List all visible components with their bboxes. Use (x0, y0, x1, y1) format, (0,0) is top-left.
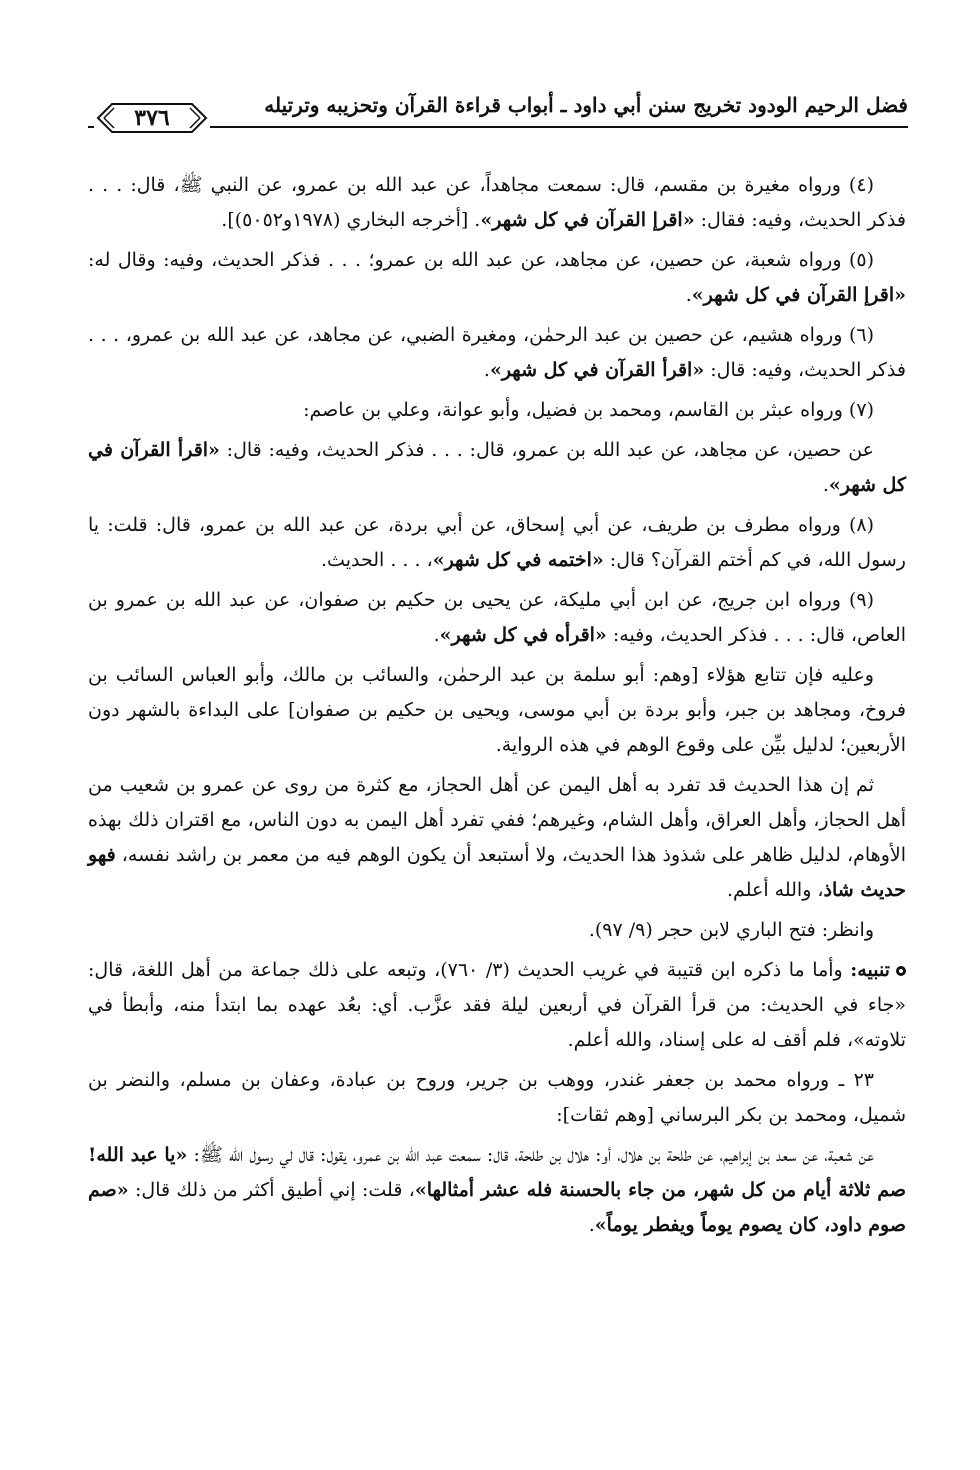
paragraph (88, 1063, 906, 1133)
note-bullet-icon (896, 966, 906, 976)
text-run: (٤) ورواه مغيرة بن مقسم، قال: سمعت مجاهداً، عن عبد الله بن عمرو، عن النبي ﷺ، قال: . . . فذكر الحديث، وفيه: فقال: (88, 174, 906, 231)
text-run: ، . . . الحديث. (321, 549, 433, 571)
bold-text: «اختمه في كل شهر» (432, 549, 604, 571)
text-run: . (588, 1214, 595, 1236)
text-run: . [أخرجه البخاري (١٩٧٨و٥٠٥٢)]. (221, 209, 481, 231)
bold-text: تنبيه: (850, 959, 890, 981)
paragraph (88, 583, 906, 653)
text-run: ثم إن هذا الحديث قد تفرد به أهل اليمن عن أهل الحجاز، مع كثرة من روى عن عمرو بن شعيب من أهل الحجاز، وأهل العراق، وأهل الشام، وغيرهم؛ ففي تفرد أهل اليمن به دون الناس، مع اقتران ذلك بهذه الأوهام، لدليل ظاهر على شذوذ هذا الحديث، ولا أستبعد أن يكون الوهم فيه من معمر بن راشد نفسه، (88, 774, 906, 866)
paragraph (88, 658, 906, 763)
bold-text: «اقرأ القرآن في كل شهر» (489, 359, 705, 381)
paragraph (88, 168, 906, 238)
text-run: (٥) ورواه شعبة، عن حصين، عن مجاهد، عن عبد الله بن عمرو؛ . . . فذكر الحديث، وفيه: وقال له: (88, 249, 874, 271)
paragraph (88, 433, 906, 503)
text-run: (٧) ورواه عبثر بن القاسم، ومحمد بن فضيل، وأبو عوانة، وعلي بن عاصم: (303, 399, 874, 421)
text-run: عن حصين، عن مجاهد، عن عبد الله بن عمرو، قال: . . . فذكر الحديث، وفيه: قال: (219, 439, 874, 461)
paragraph (88, 913, 906, 948)
page-number: ٣٧٦ (134, 105, 170, 131)
bold-text: «يا عبد الله! صم ثلاثة أيام من كل شهر، من جاء بالحسنة فله عشر أمثالها» (88, 1144, 906, 1201)
text-run: . (822, 474, 829, 496)
text-run: (٨) ورواه مطرف بن طريف، عن أبي إسحاق، عن أبي بردة، عن عبد الله بن عمرو، قال: قلت: يا رسول الله، في كم أختم القرآن؟ قال: (88, 514, 906, 571)
page-number-badge (94, 100, 210, 136)
running-header (88, 86, 908, 136)
paragraph (88, 318, 906, 388)
text-run: (٦) ورواه هشيم، عن حصين بن عبد الرحمٰن، ومغيرة الضبي، عن مجاهد، عن عبد الله بن عمرو، . . . فذكر الحديث، وفيه: قال: (88, 324, 906, 381)
text-run: . (433, 624, 440, 646)
text-run: ، قلت: إني أطيق أكثر من ذلك قال: (128, 1179, 415, 1201)
text-run: وانظر: فتح الباري لابن حجر (٩/ ٩٧). (588, 919, 874, 941)
paragraph (88, 243, 906, 313)
text-run: عن شعبة، عن سعد بن إبراهيم، عن طلحة بن هلال، أو: هلال بن طلحة، قال: سمعت عبد الله بن عمرو، يقول: قال لي رسول الله ﷺ: (187, 1144, 874, 1166)
bold-text: فهو حديث شاذ (88, 844, 906, 901)
header-rule (88, 126, 908, 128)
paragraph (88, 508, 906, 578)
text-run: ٢٣ ـ ورواه محمد بن جعفر غندر، ووهب بن جرير، وروح بن عبادة، وعفان بن مسلم، والنضر بن شميل، ومحمد بن بكر البرساني [وهم ثقات]: (88, 1069, 906, 1126)
bold-text: «اقرأه في كل شهر» (439, 624, 607, 646)
bold-text: «صم صوم داود، كان يصوم يوماً ويفطر يوماً» (88, 1179, 906, 1236)
paragraph (88, 1138, 906, 1243)
text-run: ، والله أعلم. (727, 879, 824, 901)
bold-text: «اقرإ القرآن في كل شهر» (691, 284, 906, 306)
paragraph (88, 768, 906, 908)
bold-text: «اقرأ القرآن في كل شهر» (88, 439, 906, 496)
text-run: (٩) ورواه ابن جريج، عن ابن أبي مليكة، عن يحيى بن حكيم بن صفوان، عن عبد الله بن عمرو بن العاص، قال: . . . فذكر الحديث، وفيه: (88, 589, 906, 646)
text-run: . (685, 284, 692, 306)
bold-text: «اقرإ القرآن في كل شهر» (480, 209, 695, 231)
header-title: فضل الرحيم الودود تخريج سنن أبي داود ـ أبواب قراءة القرآن وتحزيبه وترتيله (264, 93, 908, 117)
text-run: . (483, 359, 490, 381)
text-run: وعليه فإن تتابع هؤلاء [وهم: أبو سلمة بن عبد الرحمٰن، والسائب بن مالك، وأبو العباس السائب بن فروخ، ومجاهد بن جبر، وأبو بردة بن أبي موسى، ويحيى بن حكيم بن صفوان] على البداءة بالشهر دون الأربعين؛ لدليل بيِّن على وقوع الوهم في هذه الرواية. (88, 664, 906, 756)
page-body (88, 168, 906, 1248)
paragraph (88, 393, 906, 428)
text-run: وأما ما ذكره ابن قتيبة في غريب الحديث (٣/ ٧٦٠)، وتبعه على ذلك جماعة من أهل اللغة، قال: «جاء في الحديث: من قرأ القرآن في أربعين ليلة فقد عزَّب. أي: بعُد عهده بما ابتدأ منه، وأبطأ في تلاوته»، فلم أقف له على إسناد، والله أعلم. (88, 959, 906, 1051)
paragraph (88, 953, 906, 1058)
